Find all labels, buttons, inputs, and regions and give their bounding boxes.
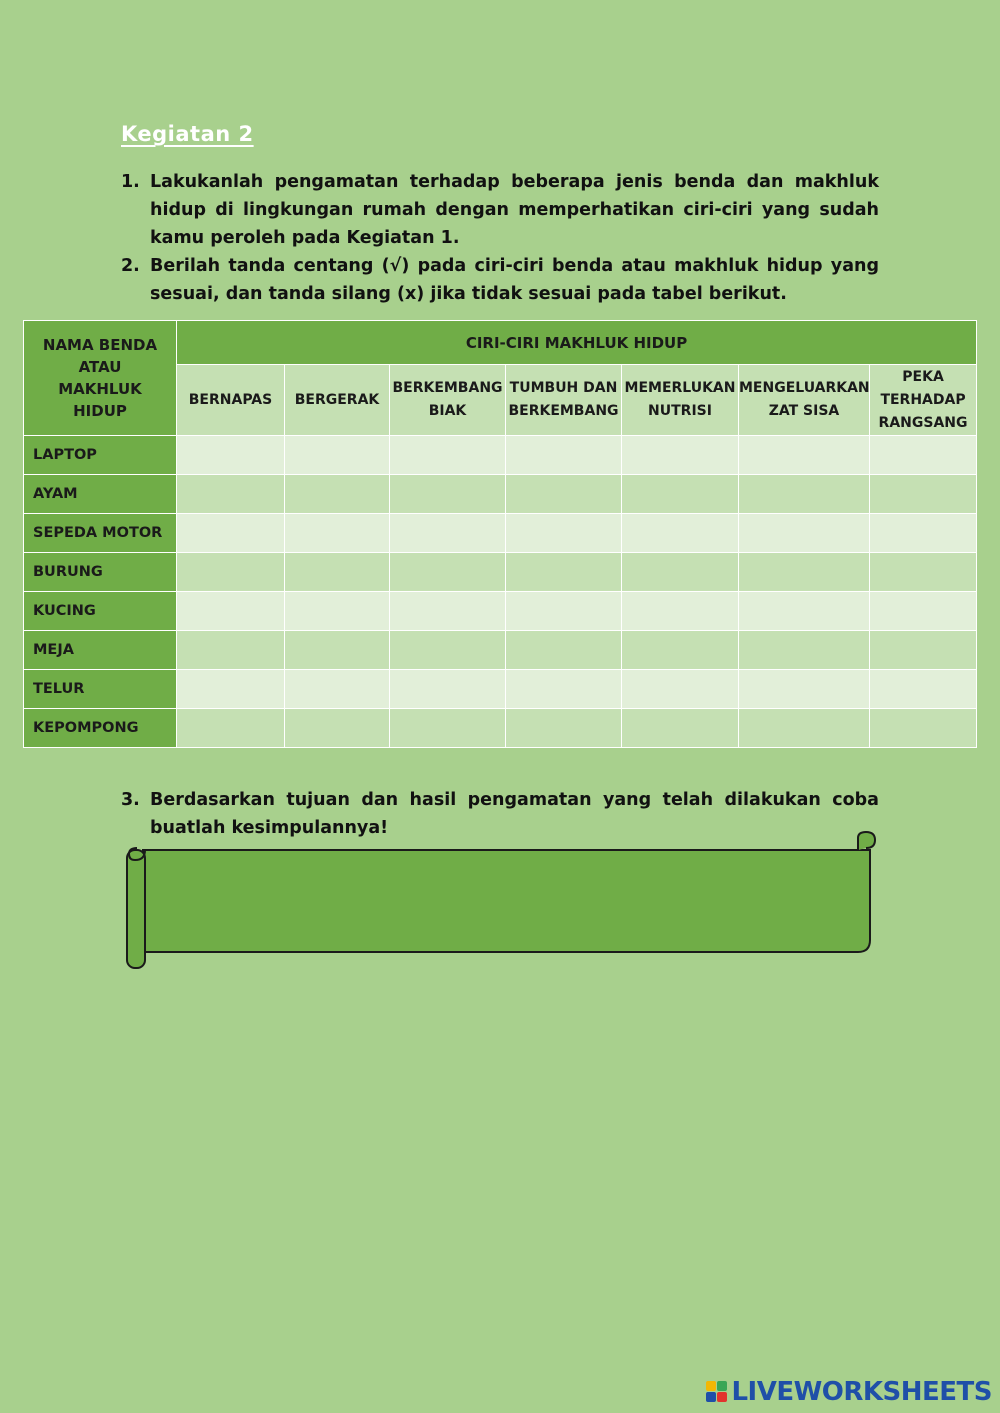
row-label: LAPTOP	[24, 436, 177, 475]
answer-cell[interactable]	[285, 670, 390, 709]
column-header: MENGELUARKAN ZAT SISA	[739, 365, 870, 436]
answer-cell[interactable]	[285, 514, 390, 553]
table-row	[24, 553, 977, 592]
answer-cell[interactable]	[177, 514, 285, 553]
answer-cell[interactable]	[390, 709, 506, 748]
liveworksheets-logo-icon	[706, 1381, 728, 1403]
table-row	[24, 436, 977, 475]
answer-cell[interactable]	[870, 553, 977, 592]
row-label: SEPEDA MOTOR	[24, 514, 177, 553]
page-title: Kegiatan 2	[121, 122, 254, 146]
table-row	[24, 709, 977, 748]
instruction-text: Berilah tanda centang (√) pada ciri-ciri benda atau makhluk hidup yang sesuai, dan tanda silang (x) jika tidak sesuai pada tabel berikut.	[150, 256, 879, 304]
instruction-text: Lakukanlah pengamatan terhadap beberapa jenis benda dan makhluk hidup di lingkungan rumah dengan memperhatikan ciri-ciri yang sudah kamu peroleh pada Kegiatan 1.	[150, 172, 879, 248]
answer-cell[interactable]	[390, 592, 506, 631]
answer-cell[interactable]	[390, 514, 506, 553]
answer-cell[interactable]	[739, 553, 870, 592]
answer-cell[interactable]	[177, 475, 285, 514]
answer-cell[interactable]	[739, 475, 870, 514]
liveworksheets-logo	[706, 1377, 992, 1407]
answer-cell[interactable]	[390, 553, 506, 592]
row-label: MEJA	[24, 631, 177, 670]
characteristics-group-header: CIRI-CIRI MAKHLUK HIDUP	[177, 321, 977, 365]
answer-cell[interactable]	[177, 553, 285, 592]
answer-cell[interactable]	[506, 475, 622, 514]
column-header: TUMBUH DAN BERKEMBANG	[506, 365, 622, 436]
answer-cell[interactable]	[177, 592, 285, 631]
answer-cell[interactable]	[390, 436, 506, 475]
answer-cell[interactable]	[622, 436, 739, 475]
column-header: BERNAPAS	[177, 365, 285, 436]
answer-cell[interactable]	[506, 709, 622, 748]
answer-cell[interactable]	[390, 631, 506, 670]
answer-cell[interactable]	[506, 631, 622, 670]
answer-cell[interactable]	[870, 592, 977, 631]
answer-cell[interactable]	[506, 592, 622, 631]
answer-cell[interactable]	[622, 592, 739, 631]
answer-cell[interactable]	[390, 475, 506, 514]
instruction-number: 3.	[121, 790, 140, 810]
answer-cell[interactable]	[622, 670, 739, 709]
answer-cell[interactable]	[285, 553, 390, 592]
table-row	[24, 592, 977, 631]
answer-cell[interactable]	[622, 709, 739, 748]
answer-cell[interactable]	[870, 670, 977, 709]
answer-cell[interactable]	[390, 670, 506, 709]
answer-cell[interactable]	[506, 436, 622, 475]
answer-cell[interactable]	[285, 592, 390, 631]
answer-cell[interactable]	[739, 436, 870, 475]
name-column-header: NAMA BENDA ATAU MAKHLUK HIDUP	[24, 321, 177, 436]
answer-cell[interactable]	[870, 436, 977, 475]
answer-cell[interactable]	[739, 631, 870, 670]
answer-cell[interactable]	[177, 436, 285, 475]
answer-cell[interactable]	[285, 709, 390, 748]
instruction-number: 1.	[121, 172, 140, 192]
answer-cell[interactable]	[870, 631, 977, 670]
column-header: MEMERLUKAN NUTRISI	[622, 365, 739, 436]
row-label: KUCING	[24, 592, 177, 631]
answer-cell[interactable]	[506, 553, 622, 592]
answer-cell[interactable]	[739, 592, 870, 631]
answer-cell[interactable]	[739, 709, 870, 748]
instruction-1	[121, 168, 879, 252]
row-label: KEPOMPONG	[24, 709, 177, 748]
instruction-2	[121, 252, 879, 308]
answer-cell[interactable]	[622, 553, 739, 592]
answer-cell[interactable]	[622, 475, 739, 514]
answer-cell[interactable]	[285, 436, 390, 475]
answer-cell[interactable]	[622, 631, 739, 670]
table-row	[24, 631, 977, 670]
logo-text: LIVEWORKSHEETS	[731, 1377, 992, 1407]
table-row	[24, 475, 977, 514]
answer-cell[interactable]	[739, 514, 870, 553]
answer-cell[interactable]	[739, 670, 870, 709]
table-row	[24, 670, 977, 709]
row-label: BURUNG	[24, 553, 177, 592]
answer-cell[interactable]	[177, 670, 285, 709]
answer-cell[interactable]	[870, 475, 977, 514]
answer-cell[interactable]	[870, 514, 977, 553]
answer-cell[interactable]	[870, 709, 977, 748]
row-label: TELUR	[24, 670, 177, 709]
answer-cell[interactable]	[506, 670, 622, 709]
answer-cell[interactable]	[506, 514, 622, 553]
answer-cell[interactable]	[622, 514, 739, 553]
answer-cell[interactable]	[177, 709, 285, 748]
instruction-number: 2.	[121, 256, 140, 276]
column-header: BERGERAK	[285, 365, 390, 436]
table-row	[24, 514, 977, 553]
instruction-text: Berdasarkan tujuan dan hasil pengamatan yang telah dilakukan coba buatlah kesimpulannya!	[150, 790, 879, 838]
column-header: BERKEMBANG BIAK	[390, 365, 506, 436]
answer-cell[interactable]	[285, 475, 390, 514]
row-label: AYAM	[24, 475, 177, 514]
column-header: PEKA TERHADAP RANGSANG	[870, 365, 977, 436]
answer-cell[interactable]	[285, 631, 390, 670]
conclusion-scroll-answer-box[interactable]	[125, 830, 880, 975]
observation-table	[23, 320, 977, 748]
answer-cell[interactable]	[177, 631, 285, 670]
